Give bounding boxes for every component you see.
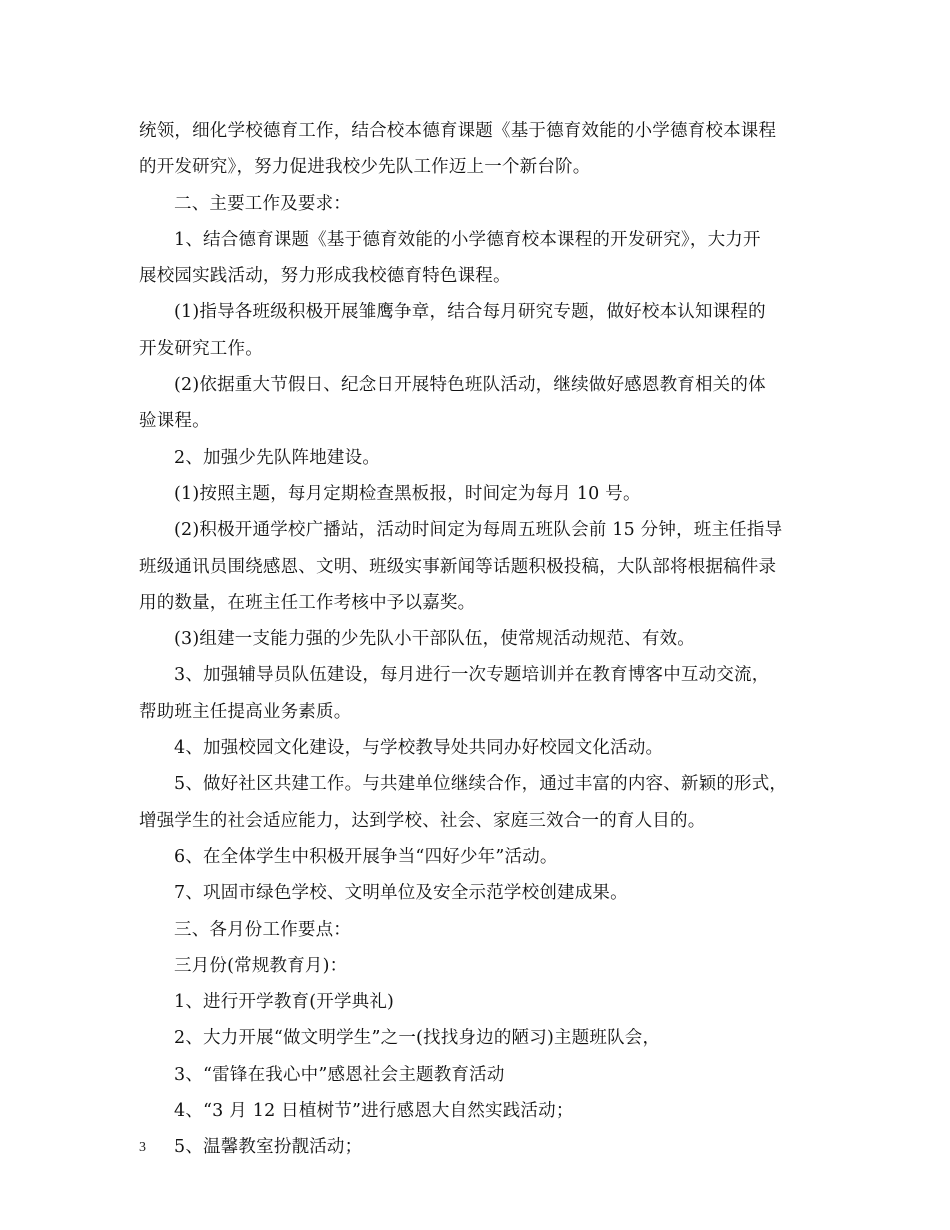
text-line: 统领，细化学校德育工作，结合校本德育课题《基于德育效能的小学德育校本课程: [139, 121, 777, 141]
text-line: 验课程。: [139, 411, 210, 432]
text-line: (2)依据重大节假日、纪念日开展特色班队活动，继续做好感恩教育相关的体: [174, 375, 766, 396]
text-line: 6、在全体学生中积极开展争当“四好少年”活动。: [174, 846, 558, 867]
text-line: 3、加强辅导员队伍建设，每月进行一次专题培训并在教育博客中互动交流，: [174, 665, 770, 686]
text-line: 7、巩固市绿色学校、文明单位及安全示范学校创建成果。: [174, 883, 628, 904]
text-line: (1)按照主题，每月定期检查黑板报，时间定为每月 10 号。: [174, 483, 641, 504]
text-line: 二、主要工作及要求：: [174, 193, 351, 214]
text-line: 帮助班主任提高业务素质。: [139, 701, 352, 722]
text-line: 三、各月份工作要点：: [174, 919, 351, 940]
text-line: 3、“雷锋在我心中”感恩社会主题教育活动: [174, 1064, 505, 1085]
text-line: 增强学生的社会适应能力，达到学校、社会、家庭三效合一的育人目的。: [139, 810, 706, 831]
text-line: 2、大力开展“做文明学生”之一(找找身边的陋习)主题班队会，: [174, 1028, 661, 1049]
text-line: 4、加强校园文化建设，与学校教导处共同办好校园文化活动。: [174, 738, 664, 759]
text-line: 三月份(常规教育月)：: [174, 955, 348, 976]
text-line: (1)指导各班级积极开展雏鹰争章，结合每月研究专题，做好校本认知课程的: [174, 302, 766, 323]
text-line: 班级通讯员围绕感恩、文明、班级实事新闻等话题积极投稿，大队部将根据稿件录: [139, 556, 777, 577]
text-line: 开发研究工作。: [139, 338, 263, 359]
text-line: 4、“3 月 12 日植树节”进行感恩大自然实践活动；: [174, 1101, 574, 1122]
text-line: 5、做好社区共建工作。与共建单位继续合作，通过丰富的内容、新颖的形式，: [174, 774, 788, 795]
document-body: [139, 113, 829, 1166]
text-line: (3)组建一支能力强的少先队小干部队伍，使常规活动规范、有效。: [174, 629, 695, 650]
text-line: 2、加强少先队阵地建设。: [174, 447, 381, 468]
text-line: (2)积极开通学校广播站，活动时间定为每周五班队会前 15 分钟，班主任指导: [174, 520, 783, 541]
text-line: 用的数量，在班主任工作考核中予以嘉奖。: [139, 592, 476, 613]
page-number: 3: [139, 1140, 146, 1155]
text-line: 1、进行开学教育(开学典礼): [174, 992, 395, 1013]
text-line: 1、结合德育课题《基于德育效能的小学德育校本课程的开发研究》，大力开: [174, 229, 761, 250]
text-line: 的开发研究》，努力促进我校少先队工作迈上一个新台阶。: [139, 157, 591, 178]
text-line: 5、温馨教室扮靓活动；: [174, 1137, 363, 1158]
text-line: 展校园实践活动，努力形成我校德育特色课程。: [139, 266, 511, 287]
